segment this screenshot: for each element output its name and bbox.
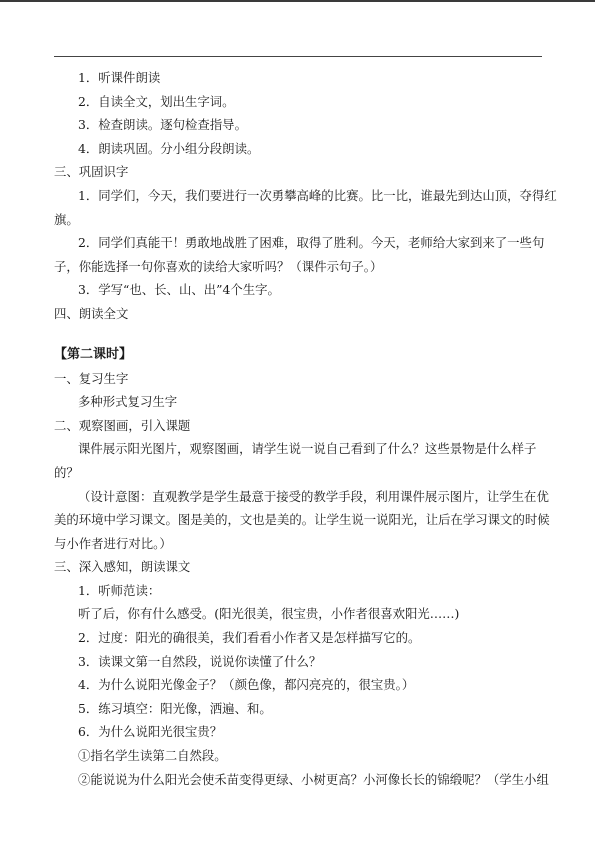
step-item: 5．练习填空：阳光像，洒遍、和。 [78,700,272,716]
step-item: 4．为什么说阳光像金子？（颜色像，都闪亮亮的，很宝贵。） [78,677,415,693]
step-item: 1．听师范读： [78,582,161,598]
step-item: 2．过度：阳光的确很美，我们看看小作者又是怎样描写它的。 [78,630,421,646]
step-item: 听了后，你有什么感受。(阳光很美，很宝贵，小作者很喜欢阳光……) [78,606,460,622]
step-item: 2．自读全文，划出生字词。 [78,93,235,109]
document-body [54,66,557,791]
step-item: 3．读课文第一自然段，说说你读懂了什么？ [78,653,322,669]
design-intent-line: （设计意图：直观教学是学生最意于接受的教学手段，利用课件展示图片，让学生在优 [78,488,549,504]
section-heading-review: 一、复习生字 [54,370,129,386]
step-item: ①指名学生读第二自然段。 [78,748,227,764]
step-item: 4．朗读巩固。分小组分段朗读。 [78,140,260,156]
paragraph-line: 子，你能选择一句你喜欢的读给大家听吗？（课件示句子。） [54,258,383,274]
paragraph-line: 多种形式复习生字 [78,394,178,410]
paragraph-line: 课件展示阳光图片，观察图画，请学生说一说自己看到了什么？这些景物是什么样子 [78,441,537,457]
paragraph-line: 1．同学们，今天，我们要进行一次勇攀高峰的比赛。比一比，谁最先到达山顶，夺得红 [78,187,557,203]
paragraph-line: 的？ [54,464,79,480]
step-item: 1．听课件朗读 [78,70,161,85]
section-heading-read-all: 四、朗读全文 [54,305,129,321]
section-heading-consolidate: 三、巩固识字 [54,164,129,180]
paragraph-line: 2．同学们真能干！勇敢地战胜了困难，取得了胜利。今天，老师给大家到来了一些句 [78,235,545,251]
design-intent-line: 与小作者进行对比。） [54,535,172,551]
page-top-edge [0,0,595,2]
header-rule [54,56,542,57]
design-intent-line: 美的环境中学习课文。图是美的，文也是美的。让学生说一说阳光，让后在学习课文的时候 [54,512,550,528]
section-heading-observe: 二、观察图画，引入课题 [54,417,191,433]
paragraph-line: 3．学写“也、长、山、出”4个生字。 [78,282,280,298]
lesson-title: 【第二课时】 [54,346,133,362]
paragraph-line: 旗。 [54,211,79,227]
step-item: 6．为什么说阳光很宝贵？ [78,724,223,740]
section-heading-deepen: 三、深入感知，朗读课文 [54,559,191,575]
step-item: ②能说说为什么阳光会使禾苗变得更绿、小树更高？小河像长长的锦缎呢？（学生小组 [78,771,549,787]
step-item: 3．检查朗读。逐句检查指导。 [78,117,247,133]
